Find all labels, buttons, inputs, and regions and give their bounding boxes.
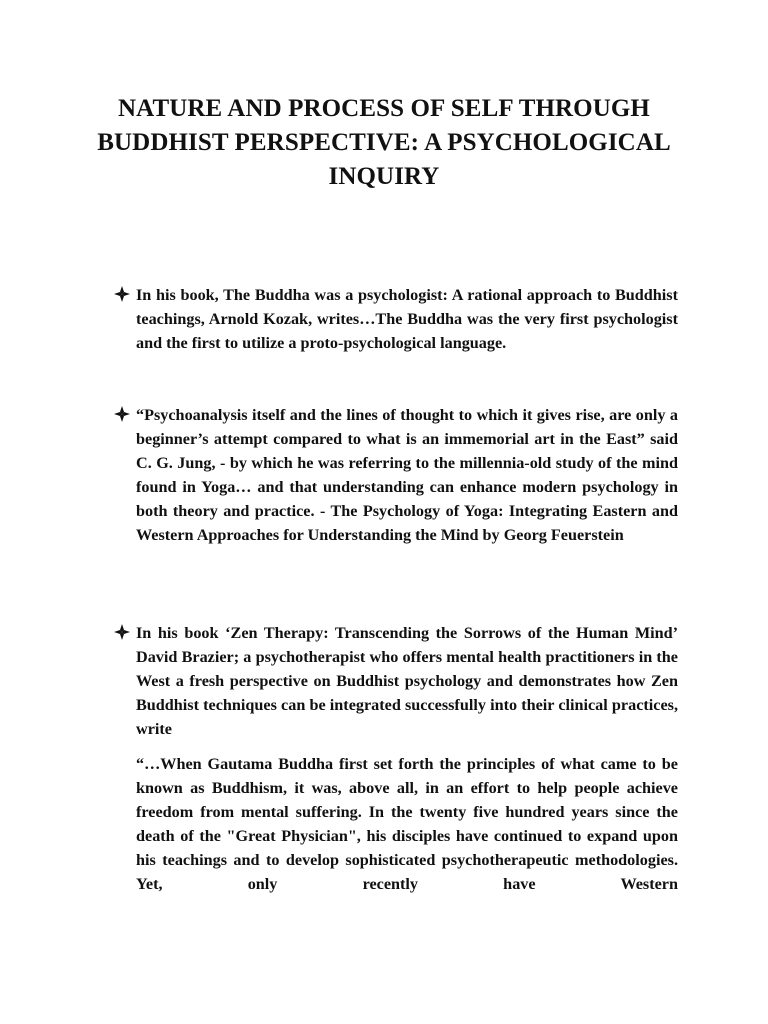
bullet-text: In his book ‘Zen Therapy: Transcending the Sorrows of the Human Mind’ David Brazier; a psychotherapist who offers mental health practitioners in the West a fresh perspective on Buddhist psychology and demonstrates how Zen Buddhist techniques can be integrated successfully into their clinical practices, write bbox=[136, 624, 678, 738]
diamond-bullet-icon bbox=[112, 404, 132, 424]
bullet-text: In his book, The Buddha was a psychologist: A rational approach to Buddhist teachings, Arnold Kozak, writes…The Buddha was the very first psychologist and the first to utilize a proto-psychological language. bbox=[136, 286, 678, 352]
title-line-2: BUDDHIST PERSPECTIVE: A PSYCHOLOGICAL bbox=[97, 129, 671, 156]
diamond-bullet-icon bbox=[112, 622, 132, 642]
page-title bbox=[60, 92, 708, 194]
title-line-3: INQUIRY bbox=[328, 163, 440, 190]
diamond-bullet-icon bbox=[112, 284, 132, 304]
bullet-text: “Psychoanalysis itself and the lines of thought to which it gives rise, are only a beginner’s attempt compared to what is an immemorial art in the East” said C. G. Jung, - by which he was referring to the millennia-old study of the mind found in Yoga… and that understanding can enhance modern psychology in both theory and practice. - The Psychology of Yoga: Integrating Eastern and Western Approaches for Understanding the Mind by Georg Feuerstein bbox=[136, 406, 678, 544]
quote-paragraph: “…When Gautama Buddha first set forth the principles of what came to be known as Buddhism, it was, above all, in an effort to help people achieve freedom from mental suffering. In the twenty five hundred years since the death of the "Great Physician", his disciples have continued to expand upon his teachings and to develop sophisticated psychotherapeutic methodologies. Yet, only recently have Western bbox=[136, 755, 678, 893]
title-line-1: NATURE AND PROCESS OF SELF THROUGH bbox=[118, 95, 650, 122]
